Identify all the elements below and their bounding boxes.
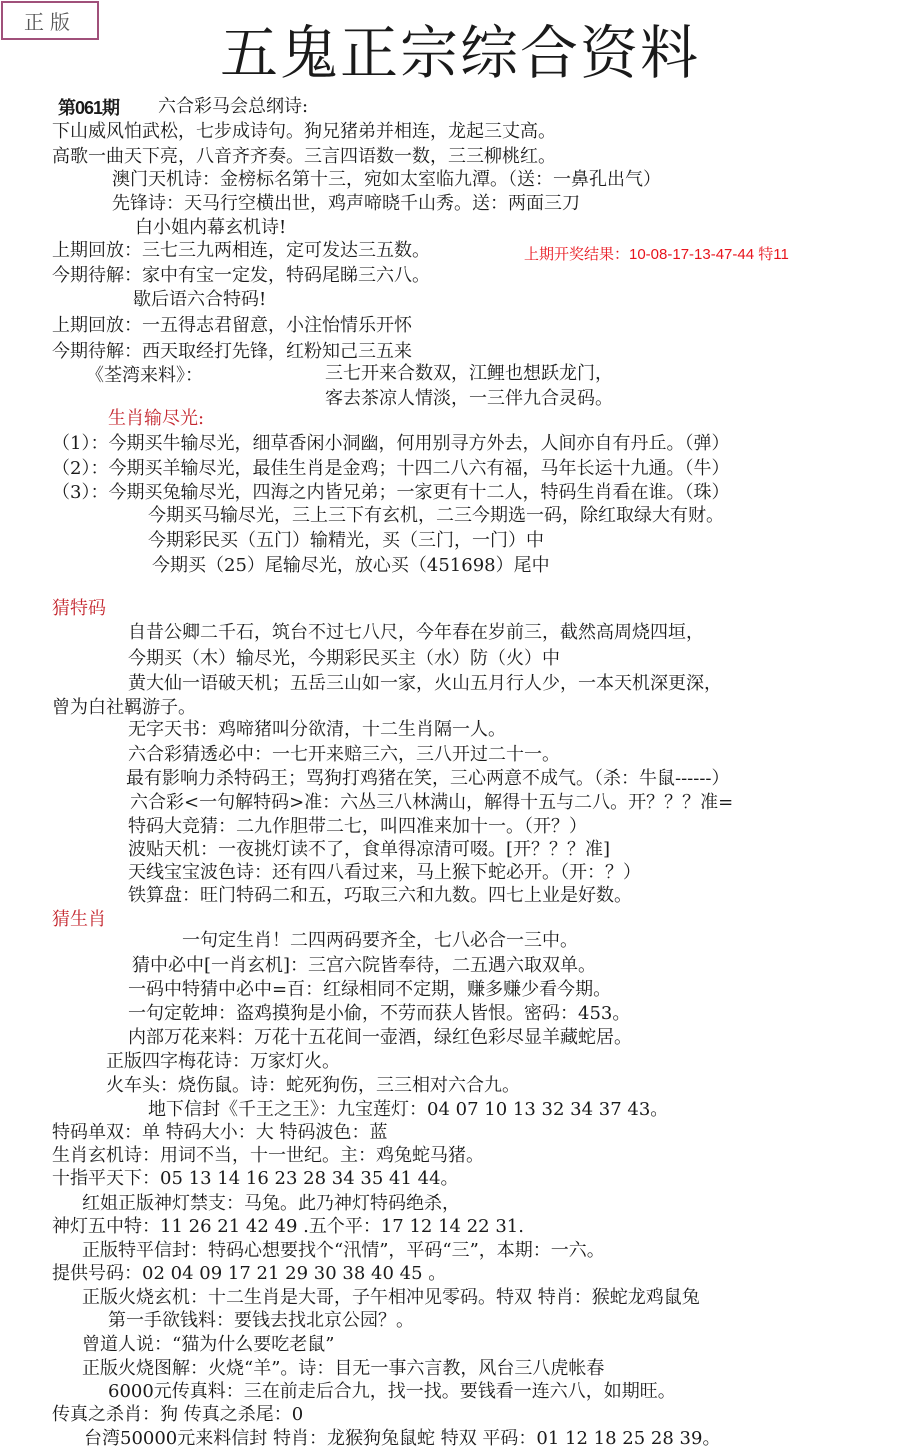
text-line: 6000元传真料：三在前走后合九，找一找。要钱看一连六八，如期旺。 bbox=[108, 1381, 676, 1402]
text-line: 一句定乾坤：盗鸡摸狗是小偷，不劳而获人皆恨。密码：453。 bbox=[128, 1003, 631, 1024]
text-line: 三七开来合数双，江鲤也想跃龙门， bbox=[325, 363, 613, 384]
issue-number: 第061期 bbox=[58, 98, 120, 118]
text-line: （3）：今期买兔输尽光，四海之内皆兄弟；一家更有十二人，特码生肖看在谁。（珠） bbox=[52, 482, 730, 503]
text-line: 一句定生肖！二四两码要齐全，七八必合一三中。 bbox=[182, 930, 578, 951]
authentic-badge: 正版 bbox=[1, 1, 99, 40]
text-line: 最有影响力杀特码王；骂狗打鸡猪在笑，三心两意不成气。（杀：牛鼠------） bbox=[126, 768, 730, 789]
text-line: 无字天书：鸡啼猪叫分欲清，十二生肖隔一人。 bbox=[128, 719, 506, 740]
text-line: 地下信封《千王之王》：九宝莲灯：04 07 10 13 32 34 37 43。 bbox=[148, 1099, 669, 1120]
text-line: 波贴天机：一夜挑灯读不了，食单得凉清可啜。[开？？？准] bbox=[128, 839, 611, 860]
text-line: 今期买（木）输尽光，今期彩民买主（水）防（火）中 bbox=[128, 648, 560, 669]
text-line: 今期买（25）尾输尽光，放心买（451698）尾中 bbox=[152, 555, 550, 576]
text-line: 上期回放：一五得志君留意，小注怡情乐开怀 bbox=[52, 315, 412, 336]
text-line: 天线宝宝波色诗：还有四八看过来，马上猴下蛇必开。（开：？） bbox=[128, 862, 641, 883]
text-line: 曾为白社羁游子。 bbox=[52, 697, 196, 718]
text-line: （1）：今期买牛输尽光，细草香闲小洞幽，何用别寻方外去，人间亦自有丹丘。（弹） bbox=[52, 433, 730, 454]
text-line: 特码单双：单 特码大小：大 特码波色：蓝 bbox=[52, 1122, 388, 1143]
text-line: 第一手欲钱料：要钱去找北京公园？。 bbox=[108, 1310, 414, 1331]
text-line: 今期待解：西天取经打先锋，红粉知己三五来 bbox=[52, 341, 412, 362]
text-line: 特码大竞猜：二九作胆带二七，叫四准来加十一。（开？） bbox=[128, 816, 587, 837]
text-line: 猜中必中[一肖玄机]：三宫六院皆奉待，二五遇六取双单。 bbox=[132, 955, 597, 976]
text-line: 传真之杀肖：狗 传真之杀尾：0 bbox=[52, 1404, 304, 1425]
text-line: 火车头：烧伤鼠。诗：蛇死狗伤，三三相对六合九。 bbox=[106, 1075, 520, 1096]
text-line: 铁算盘：旺门特码二和五，巧取三六和九数。四七上业是好数。 bbox=[128, 885, 632, 906]
text-line: 内部万花来料：万花十五花间一壶酒，绿红色彩尽显羊藏蛇居。 bbox=[128, 1027, 632, 1048]
text-line: 红姐正版神灯禁支：马兔。此乃神灯特码绝杀， bbox=[82, 1193, 460, 1214]
text-line: 曾道人说：“猫为什么要吃老鼠” bbox=[82, 1334, 335, 1355]
text-line: 澳门天机诗：金榜标名第十三，宛如太室临九潭。（送：一鼻孔出气） bbox=[112, 169, 661, 190]
text-line: 先锋诗：天马行空横出世，鸡声啼晓千山秀。送：两面三刀 bbox=[112, 193, 580, 214]
text-line: 六合彩<一句解特码>准：六丛三八林满山，解得十五与二八。开？？？准= bbox=[130, 792, 734, 813]
text-line: 神灯五中特：11 26 21 42 49 .五个平：17 12 14 22 31. bbox=[52, 1216, 524, 1237]
text-line: 正版特平信封：特码心想要找个“汛情”，平码“三”，本期：一六。 bbox=[82, 1240, 605, 1261]
text-line: 客去茶凉人情淡，一三伴九合灵码。 bbox=[325, 388, 613, 409]
text-line: 生肖玄机诗：用词不当，十一世纪。主：鸡兔蛇马猪。 bbox=[52, 1145, 484, 1166]
text-line: 今期买马输尽光，三上三下有玄机，二三今期选一码，除红取绿大有财。 bbox=[148, 505, 724, 526]
section-heading: 猜生肖 bbox=[52, 909, 106, 930]
text-line: 提供号码：02 04 09 17 21 29 30 38 40 45 。 bbox=[52, 1263, 447, 1284]
text-line: 正版火烧图解：火烧“羊”。诗：目无一事六言教，风台三八虎帐春 bbox=[82, 1358, 605, 1379]
text-line: 自昔公卿二千石，筑台不过七八尺，今年春在岁前三，截然高周烧四垣， bbox=[128, 622, 704, 643]
text-line: 正版火烧玄机：十二生肖是大哥，子午相冲见零码。特双 特肖：猴蛇龙鸡鼠兔 bbox=[82, 1287, 700, 1308]
text-line: 歇后语六合特码! bbox=[133, 289, 267, 310]
text-line: 一码中特猜中必中=百：红绿相同不定期，赚多赚少看今期。 bbox=[128, 979, 612, 1000]
text-line: 正版四字梅花诗：万家灯火。 bbox=[106, 1051, 340, 1072]
text-line: 十指平天下：05 13 14 16 23 28 34 35 41 44。 bbox=[52, 1168, 459, 1189]
text-line: （2）：今期买羊输尽光，最佳生肖是金鸡；十四二八六有福，马年长运十九通。（牛） bbox=[52, 458, 730, 479]
text-line: 下山威风怕武松，七步成诗句。狗兄猪弟并相连，龙起三丈高。 bbox=[52, 121, 556, 142]
text-line: 白小姐内幕玄机诗! bbox=[135, 217, 287, 238]
text-line: 上期回放：三七三九两相连，定可发达三五数。 bbox=[52, 240, 430, 261]
text-line: 《荃湾来料》： bbox=[86, 365, 203, 386]
page-title: 五鬼正宗综合资料 bbox=[220, 19, 701, 87]
text-line: 今期彩民买（五门）输精光，买（三门，一门）中 bbox=[148, 530, 544, 551]
section-heading: 猜特码 bbox=[52, 598, 106, 619]
section-heading: 生肖输尽光: bbox=[108, 408, 205, 429]
text-line: 黄大仙一语破天机；五岳三山如一家，火山五月行人少，一本天机深更深， bbox=[128, 673, 722, 694]
text-line: 台湾50000元来料信封 特肖：龙猴狗兔鼠蛇 特双 平码：01 12 18 25 28 39。 bbox=[84, 1428, 721, 1449]
text-line: 高歌一曲天下亮，八音齐齐奏。三言四语数一数，三三柳桃红。 bbox=[52, 146, 556, 167]
text-line: 今期待解：家中有宝一定发，特码尾睇三六八。 bbox=[52, 265, 430, 286]
last-draw-result: 上期开奖结果：10-08-17-13-47-44 特11 bbox=[524, 246, 789, 263]
text-line: 六合彩猜透必中：一七开来赔三六，三八开过二十一。 bbox=[128, 744, 560, 765]
text-line: 六合彩马会总纲诗: bbox=[158, 96, 309, 117]
